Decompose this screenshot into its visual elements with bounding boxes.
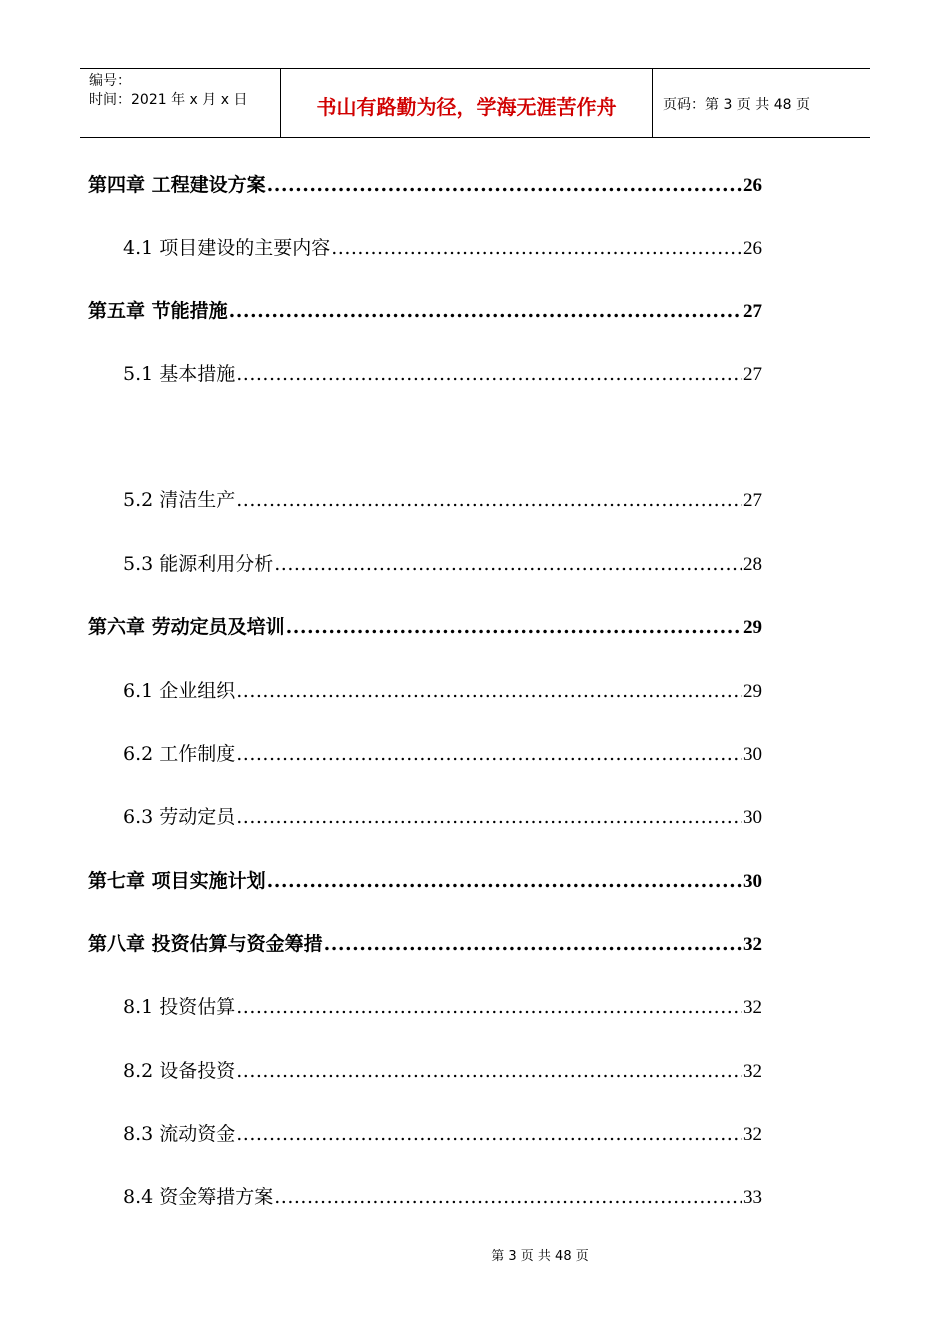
toc-entry-title: 第八章 投资估算与资金筹措 bbox=[88, 933, 323, 955]
toc-section-entry[interactable] bbox=[123, 549, 762, 579]
toc-dot-leader bbox=[236, 359, 742, 389]
toc-entry-title: 5.3 能源利用分析 bbox=[123, 553, 274, 575]
document-date: 时间：2021 年 x 月 x 日 bbox=[89, 92, 248, 108]
toc-entry-page-number: 27 bbox=[743, 490, 762, 511]
toc-chapter-entry[interactable] bbox=[88, 170, 762, 200]
toc-section-entry[interactable] bbox=[123, 1119, 762, 1149]
toc-dot-leader bbox=[236, 739, 742, 769]
toc-dot-leader bbox=[236, 1119, 742, 1149]
toc-entry-page-number: 30 bbox=[743, 807, 762, 828]
toc-entry-page-number: 26 bbox=[743, 238, 762, 259]
toc-section-entry[interactable] bbox=[123, 992, 762, 1022]
toc-entry-page-number: 32 bbox=[743, 1124, 762, 1145]
toc-dot-leader bbox=[267, 170, 742, 200]
toc-entry-page-number: 27 bbox=[743, 364, 762, 385]
toc-chapter-entry[interactable] bbox=[88, 612, 762, 642]
toc-dot-leader bbox=[286, 612, 742, 642]
toc-entry-title: 8.2 设备投资 bbox=[123, 1060, 236, 1082]
toc-dot-leader bbox=[236, 802, 742, 832]
toc-dot-leader bbox=[236, 992, 742, 1022]
toc-section-entry[interactable] bbox=[123, 1182, 762, 1212]
toc-entry-title: 5.2 清洁生产 bbox=[123, 489, 236, 511]
toc-section-entry[interactable] bbox=[123, 233, 762, 263]
header-page-info: 页码：第 3 页 共 48 页 bbox=[663, 97, 810, 113]
toc-chapter-entry[interactable] bbox=[88, 296, 762, 326]
toc-dot-leader bbox=[236, 676, 742, 706]
toc-dot-leader bbox=[274, 1182, 742, 1212]
toc-section-entry[interactable] bbox=[123, 676, 762, 706]
toc-entry-title: 第五章 节能措施 bbox=[88, 300, 228, 322]
page-footer: 第 3 页 共 48 页 bbox=[491, 1249, 589, 1264]
toc-entry-page-number: 28 bbox=[743, 554, 762, 575]
toc-section-entry[interactable] bbox=[123, 1056, 762, 1086]
toc-entry-page-number: 29 bbox=[743, 681, 762, 702]
toc-entry-title: 6.1 企业组织 bbox=[123, 680, 236, 702]
toc-entry-title: 4.1 项目建设的主要内容 bbox=[123, 237, 331, 259]
toc-chapter-entry[interactable] bbox=[88, 866, 762, 896]
toc-entry-title: 8.1 投资估算 bbox=[123, 996, 236, 1018]
header-motto: 书山有路勤为径，学海无涯苦作舟 bbox=[281, 69, 653, 137]
toc-entry-title: 第七章 项目实施计划 bbox=[88, 870, 266, 892]
toc-entry-title: 第四章 工程建设方案 bbox=[88, 174, 266, 196]
toc-entry-title: 5.1 基本措施 bbox=[123, 363, 236, 385]
toc-entry-page-number: 27 bbox=[743, 301, 762, 322]
document-number-label: 编号： bbox=[89, 73, 131, 89]
toc-entry-title: 6.3 劳动定员 bbox=[123, 806, 236, 828]
toc-entry-page-number: 33 bbox=[743, 1187, 762, 1208]
toc-entry-page-number: 32 bbox=[743, 934, 762, 955]
toc-dot-leader bbox=[324, 929, 742, 959]
toc-entry-title: 8.3 流动资金 bbox=[123, 1123, 236, 1145]
page-header bbox=[80, 68, 870, 138]
toc-entry-title: 8.4 资金筹措方案 bbox=[123, 1186, 274, 1208]
toc-dot-leader bbox=[267, 866, 742, 896]
toc-chapter-entry[interactable] bbox=[88, 929, 762, 959]
toc-section-entry[interactable] bbox=[123, 359, 762, 389]
toc-entry-title: 6.2 工作制度 bbox=[123, 743, 236, 765]
toc-dot-leader bbox=[236, 1056, 742, 1086]
toc-entry-page-number: 32 bbox=[743, 1061, 762, 1082]
toc-entry-page-number: 29 bbox=[743, 617, 762, 638]
toc-entry-page-number: 32 bbox=[743, 997, 762, 1018]
toc-dot-leader bbox=[229, 296, 742, 326]
toc-section-entry[interactable] bbox=[123, 485, 762, 515]
toc-dot-leader bbox=[331, 233, 742, 263]
toc-entry-page-number: 30 bbox=[743, 744, 762, 765]
toc-section-entry[interactable] bbox=[123, 739, 762, 769]
toc-entry-title: 第六章 劳动定员及培训 bbox=[88, 616, 285, 638]
toc-entry-page-number: 30 bbox=[743, 871, 762, 892]
header-meta bbox=[80, 69, 281, 137]
toc-entry-page-number: 26 bbox=[743, 175, 762, 196]
toc-section-entry[interactable] bbox=[123, 802, 762, 832]
toc-dot-leader bbox=[236, 485, 742, 515]
toc-dot-leader bbox=[274, 549, 742, 579]
